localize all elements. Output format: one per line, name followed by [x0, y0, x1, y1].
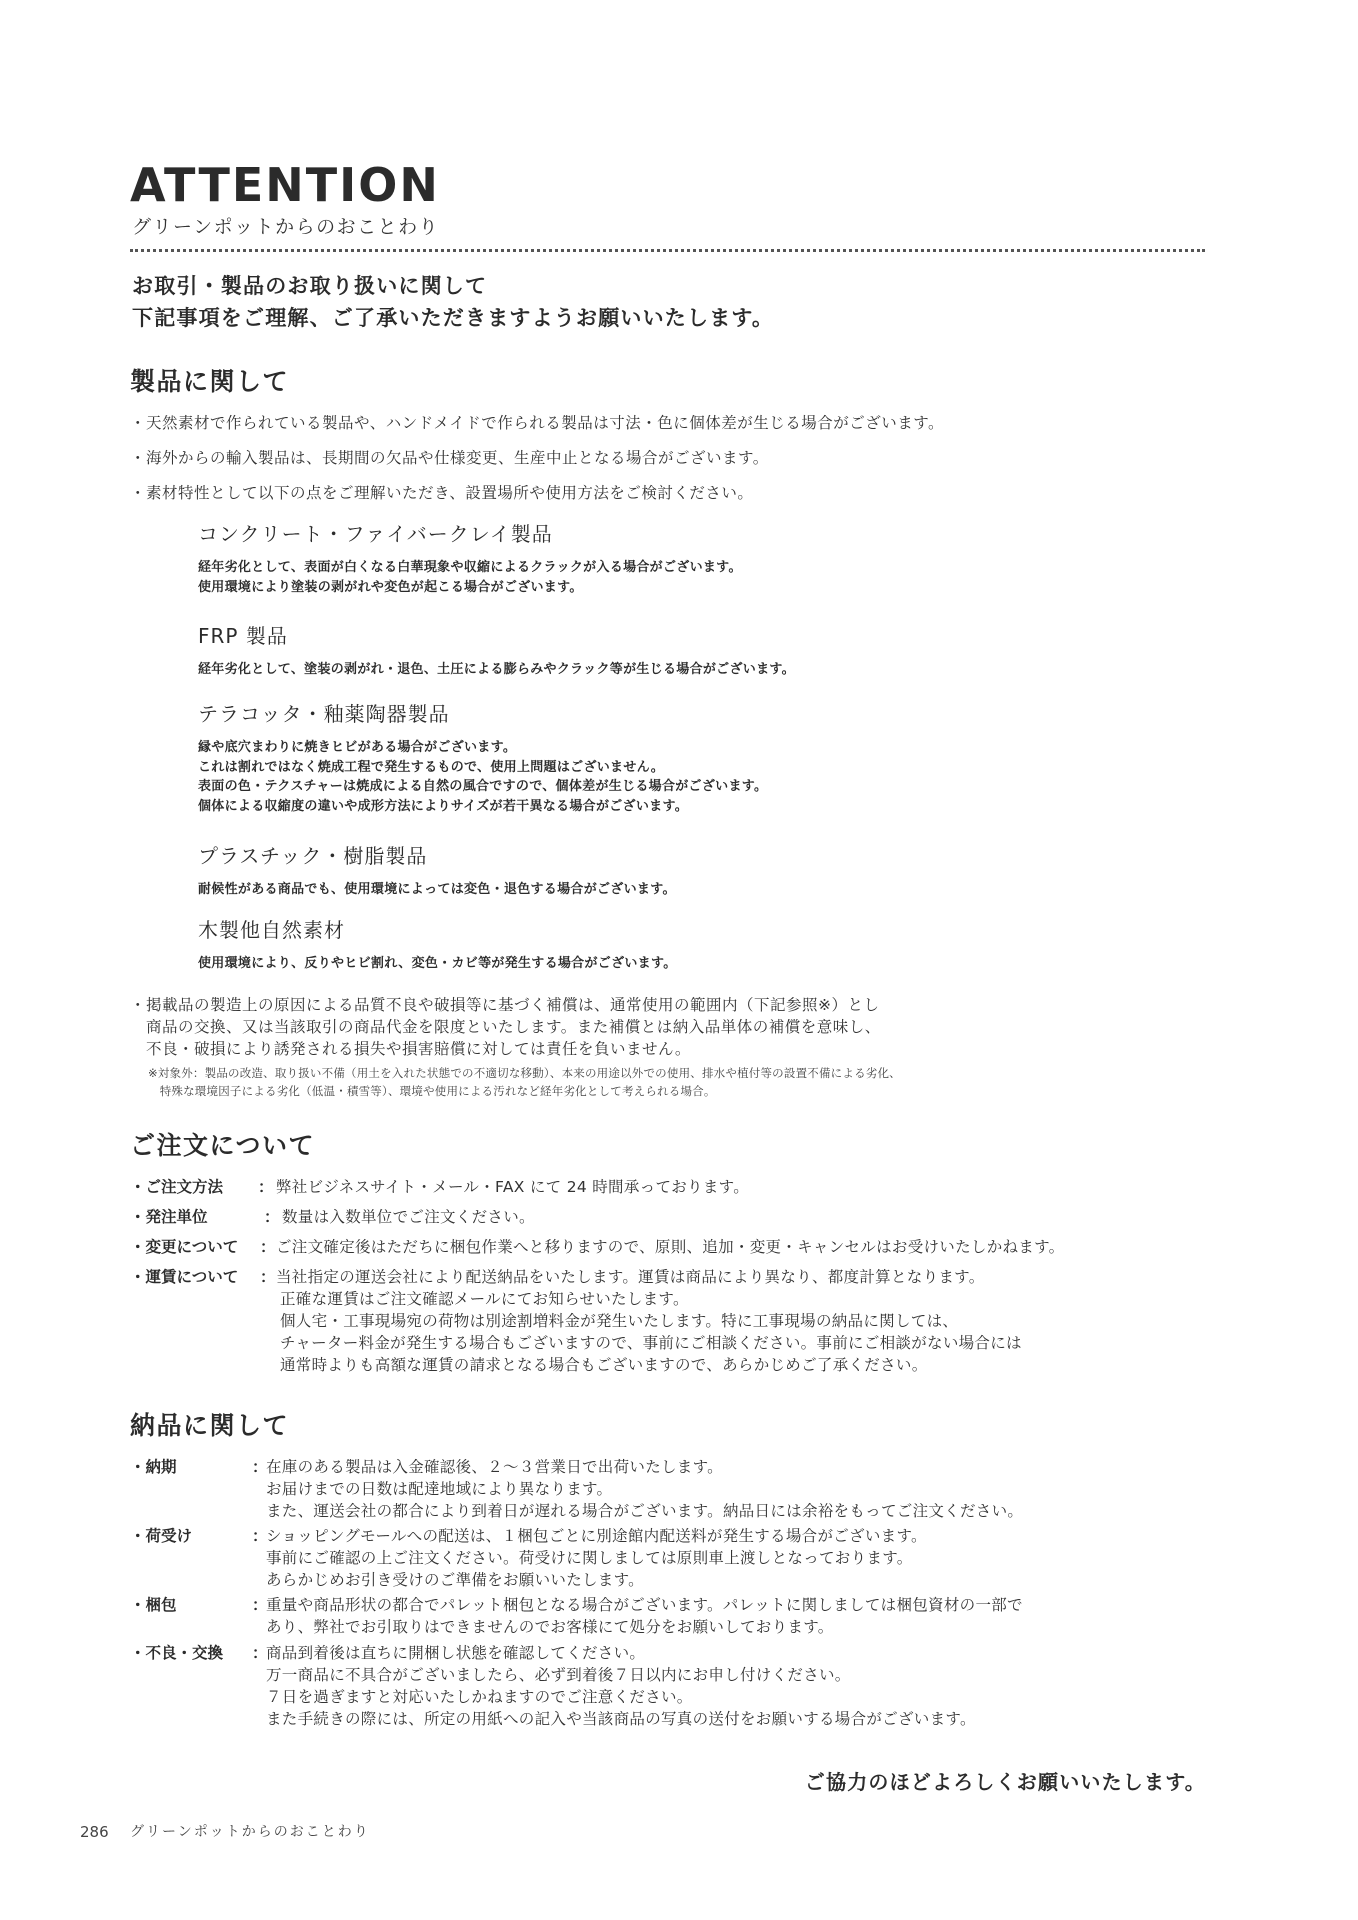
separator: ： [252, 1527, 268, 1545]
material-line: これは割れではなく焼成工程で発生するもので、使用上問題はございません。 [198, 759, 665, 775]
order-item [130, 1266, 1022, 1376]
delivery-item-label: ・梱包 [130, 1596, 177, 1614]
order-item-value [276, 1236, 1064, 1258]
order-line: 当社指定の運送会社により配送納品をいたします。運賃は商品により異なり、都度計算となります。 [276, 1268, 985, 1286]
order-line: チャーター料金が発生する場合もございますので、事前にご相談ください。事前にご相談がない場合には [280, 1334, 1022, 1352]
material-line: 縁や底穴まわりに焼きヒビがある場合がございます。 [198, 740, 517, 755]
page-title: ATTENTION [130, 158, 440, 212]
bullet-item: ・素材特性として以下の点をご理解いただき、設置場所や使用方法をご検討ください。 [130, 484, 754, 502]
material-heading: FRP 製品 [198, 624, 288, 648]
delivery-item [130, 1642, 976, 1730]
separator: ： [258, 1178, 274, 1196]
order-item-label: ・運賃について [130, 1268, 239, 1286]
separator: ： [252, 1458, 268, 1476]
order-line: 個人宅・工事現場宛の荷物は別途割増料金が発生いたします。特に工事現場の納品に関しては、 [280, 1312, 959, 1330]
delivery-item [130, 1525, 927, 1591]
delivery-line: 重量や商品形状の都合でパレット梱包となる場合がございます。パレットに関しましては梱包資材の一部で [266, 1596, 1023, 1614]
note-line: ※対象外：製品の改造、取り扱い不備（用土を入れた状態での不適切な移動）、本来の用途以外での使用、排水や植付等の設置不備による劣化、 [148, 1066, 901, 1080]
order-line: 数量は入数単位でご注文ください。 [282, 1208, 535, 1226]
material-description [198, 880, 676, 900]
note-line: 特殊な環境因子による劣化（低温・積雪等）、環境や使用による汚れなど経年劣化として考えられる場合。 [148, 1084, 716, 1098]
delivery-item [130, 1456, 1023, 1522]
page-subtitle: グリーンポットからのおことわり [132, 216, 440, 238]
material-line: 経年劣化として、塗装の剥がれ・退色、土圧による膨らみやクラック等が生じる場合がございます。 [198, 662, 795, 677]
warranty-line: ・掲載品の製造上の原因による品質不良や破損等に基づく補償は、通常使用の範囲内（下記参照※）とし [130, 996, 880, 1014]
delivery-item-value [266, 1642, 976, 1730]
delivery-line: 事前にご確認の上ご注文ください。荷受けに関しましては原則車上渡しとなっております。 [266, 1549, 913, 1567]
warranty-line: 商品の交換、又は当該取引の商品代金を限度といたします。また補償とは納入品単体の補償を意味し、 [130, 1018, 881, 1036]
bullet-item: ・海外からの輸入製品は、長期間の欠品や仕様変更、生産中止となる場合がございます。 [130, 449, 769, 467]
order-item-value [282, 1206, 535, 1228]
order-item [130, 1176, 749, 1198]
intro-line: お取引・製品のお取り扱いに関して [132, 274, 488, 298]
material-description [198, 954, 677, 974]
material-line: 使用環境により塗装の剥がれや変色が起こる場合がございます。 [198, 579, 583, 595]
order-line: 弊社ビジネスサイト・メール・FAX にて 24 時間承っております。 [276, 1178, 750, 1196]
dotted-divider [130, 249, 1205, 252]
separator: ： [252, 1644, 268, 1662]
order-item-label: ・ご注文方法 [130, 1178, 224, 1196]
footer-title: グリーンポットからのおことわり [130, 1824, 370, 1840]
bullet-item: ・天然素材で作られている製品や、ハンドメイドで作られる製品は寸法・色に個体差が生じる場合がございます。 [130, 414, 944, 432]
exclusion-note [148, 1064, 901, 1100]
material-description [198, 558, 742, 597]
material-heading: テラコッタ・釉薬陶器製品 [198, 702, 450, 726]
order-item-value [276, 1266, 1022, 1376]
delivery-line: 在庫のある製品は入金確認後、２～３営業日で出荷いたします。 [266, 1458, 723, 1476]
separator: ： [252, 1596, 268, 1614]
material-line: 個体による収縮度の違いや成形方法によりサイズが若干異なる場合がございます。 [198, 798, 689, 814]
order-item-value [276, 1176, 749, 1198]
delivery-line: また手続きの際には、所定の用紙への記入や当該商品の写真の送付をお願いする場合がございます。 [266, 1710, 976, 1728]
delivery-line: また、運送会社の都合により到着日が遅れる場合がございます。納品日には余裕をもってご注文ください。 [266, 1502, 1024, 1520]
delivery-item-value [266, 1525, 927, 1591]
material-heading: プラスチック・樹脂製品 [198, 844, 428, 868]
section-heading-orders: ご注文について [130, 1131, 316, 1160]
intro-text [132, 270, 774, 334]
delivery-item [130, 1594, 1023, 1638]
delivery-line: あり、弊社でお引取りはできませんのでお客様にて処分をお願いしております。 [266, 1618, 834, 1636]
section-heading-products: 製品に関して [130, 367, 290, 396]
delivery-item-label: ・荷受け [130, 1527, 193, 1545]
material-description [198, 660, 795, 680]
separator: ： [260, 1268, 276, 1286]
material-line: 使用環境により、反りやヒビ割れ、変色・カビ等が発生する場合がございます。 [198, 956, 677, 971]
delivery-line: 万一商品に不具合がございましたら、必ず到着後７日以内にお申し付けください。 [266, 1666, 851, 1684]
page-number: 286 [80, 1823, 109, 1841]
material-description [198, 738, 767, 816]
section-heading-delivery: 納品に関して [130, 1411, 290, 1440]
order-item-label: ・発注単位 [130, 1208, 208, 1226]
closing-message: ご協力のほどよろしくお願いいたします。 [804, 1770, 1206, 1794]
material-line: 表面の色・テクスチャーは焼成による自然の風合ですので、個体差が生じる場合がございます。 [198, 779, 768, 794]
order-item-label: ・変更について [130, 1238, 239, 1256]
order-item [130, 1206, 535, 1228]
delivery-line: ショッピングモールへの配送は、１梱包ごとに別途館内配送料が発生する場合がございます。 [266, 1527, 927, 1545]
material-heading: 木製他自然素材 [198, 918, 345, 942]
material-line: 経年劣化として、表面が白くなる白華現象や収縮によるクラックが入る場合がございます。 [198, 560, 742, 575]
material-line: 耐候性がある商品でも、使用環境によっては変色・退色する場合がございます。 [198, 882, 676, 897]
delivery-line: あらかじめお引き受けのご準備をお願いいたします。 [266, 1571, 644, 1589]
separator: ： [264, 1208, 280, 1226]
delivery-item-label: ・納期 [130, 1458, 177, 1476]
order-item [130, 1236, 1064, 1258]
material-heading: コンクリート・ファイバークレイ製品 [198, 522, 553, 546]
delivery-item-value [266, 1594, 1023, 1638]
order-line: 正確な運賃はご注文確認メールにてお知らせいたします。 [280, 1290, 689, 1308]
order-line: 通常時よりも高額な運賃の請求となる場合もございますので、あらかじめご了承ください。 [280, 1356, 928, 1374]
delivery-line: お届けまでの日数は配達地域により異なります。 [266, 1480, 613, 1498]
order-line: ご注文確定後はただちに梱包作業へと移りますので、原則、追加・変更・キャンセルはお受けいたしかねます。 [276, 1238, 1065, 1256]
warranty-line: 不良・破損により誘発される損失や損害賠償に対しては責任を負いません。 [130, 1040, 691, 1058]
warranty-paragraph [130, 994, 881, 1060]
intro-line: 下記事項をご理解、ご了承いただきますようお願いいたします。 [132, 306, 775, 330]
separator: ： [260, 1238, 276, 1256]
delivery-item-value [266, 1456, 1023, 1522]
delivery-line: ７日を過ぎますと対応いたしかねますのでご注意ください。 [266, 1688, 693, 1706]
delivery-line: 商品到着後は直ちに開梱し状態を確認してください。 [266, 1644, 646, 1662]
delivery-item-label: ・不良・交換 [130, 1644, 224, 1662]
